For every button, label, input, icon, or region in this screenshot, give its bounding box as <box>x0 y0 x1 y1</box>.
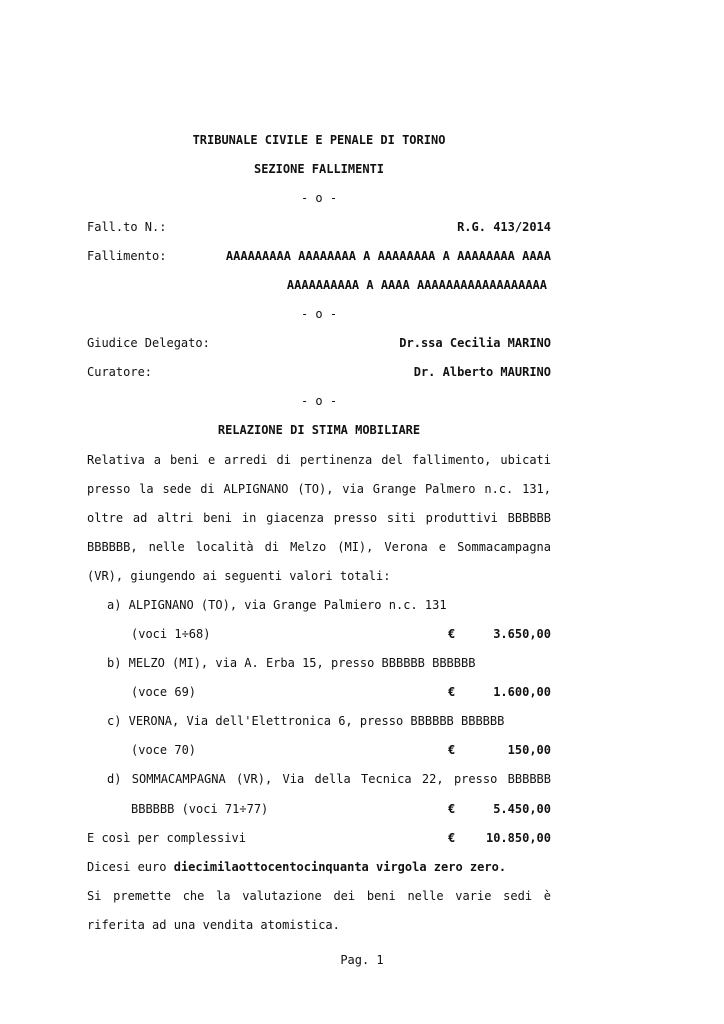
bankruptcy-row <box>87 247 551 265</box>
euro-sign: € <box>448 627 456 641</box>
curator-value: Dr. Alberto MAURINO <box>413 365 551 379</box>
report-title: RELAZIONE DI STIMA MOBILIARE <box>217 423 421 437</box>
valuation-item-c <box>87 712 551 730</box>
judge-label: Giudice Delegato: <box>87 336 210 350</box>
item-amount: 3.650,00 <box>493 627 551 641</box>
item-sub: BBBBBB (voci 71÷77) <box>131 802 269 816</box>
total-amount: 10.850,00 <box>485 831 551 845</box>
valuation-item-d-amount <box>87 800 551 818</box>
section-heading: SEZIONE FALLIMENTI <box>253 162 385 176</box>
closing-line: Si premette che la valutazione dei beni nelle varie sedi è <box>87 889 551 903</box>
item-label: b) MELZO (MI), via A. Erba 15, presso BBBBBB BBBBBB <box>107 656 476 670</box>
euro-sign: € <box>448 802 456 816</box>
judge-row <box>87 334 551 352</box>
bankruptcy-row-2 <box>87 276 551 294</box>
item-sub: (voce 69) <box>131 685 197 699</box>
bankruptcy-name-line2: AAAAAAAAAA A AAAA AAAAAAAAAAAAAAAAAA <box>286 278 547 292</box>
euro-sign: € <box>448 743 456 757</box>
judge-value: Dr.ssa Cecilia MARINO <box>399 336 551 350</box>
case-number-value: R.G. 413/2014 <box>457 220 551 234</box>
closing-line: riferita ad una vendita atomistica. <box>87 918 340 932</box>
item-amount: 150,00 <box>507 743 551 757</box>
total-label: E così per complessivi <box>87 831 246 845</box>
words-value: diecimilaottocentocinquanta virgola zero zero. <box>173 860 507 874</box>
item-amount: 1.600,00 <box>493 685 551 699</box>
item-label: d) SOMMACAMPAGNA (VR), Via della Tecnica 22, presso BBBBBB <box>107 772 551 786</box>
case-number-row <box>87 218 551 236</box>
valuation-item-a <box>87 596 551 614</box>
amount-in-words <box>87 858 551 876</box>
case-number-label: Fall.to N.: <box>87 220 167 234</box>
intro-line: BBBBBB, nelle località di Melzo (MI), Verona e Sommacampagna <box>87 540 551 554</box>
total-row <box>87 829 551 847</box>
curator-label: Curatore: <box>87 365 153 379</box>
page-number: Pag. 1 <box>340 953 384 967</box>
intro-line: presso la sede di ALPIGNANO (TO), via Grange Palmero n.c. 131, <box>87 482 551 496</box>
words-prefix: Dicesi euro <box>87 860 167 874</box>
valuation-item-d <box>87 770 551 788</box>
valuation-item-b <box>87 654 551 672</box>
euro-sign: € <box>448 685 456 699</box>
item-label: a) ALPIGNANO (TO), via Grange Palmiero n.c. 131 <box>107 598 447 612</box>
intro-line: (VR), giungendo ai seguenti valori totali: <box>87 569 391 583</box>
item-label: c) VERONA, Via dell'Elettronica 6, presso BBBBBB BBBBBB <box>107 714 505 728</box>
separator: - o - <box>300 191 338 205</box>
item-amount: 5.450,00 <box>493 802 551 816</box>
valuation-item-b-amount <box>87 683 551 701</box>
curator-row <box>87 363 551 381</box>
court-heading: TRIBUNALE CIVILE E PENALE DI TORINO <box>192 133 446 147</box>
bankruptcy-label: Fallimento: <box>87 249 167 263</box>
item-sub: (voci 1÷68) <box>131 627 211 641</box>
valuation-item-c-amount <box>87 741 551 759</box>
euro-sign: € <box>448 831 456 845</box>
intro-line: oltre ad altri beni in giacenza presso siti produttivi BBBBBB <box>87 511 551 525</box>
item-sub: (voce 70) <box>131 743 197 757</box>
bankruptcy-name-line1: AAAAAAAAA AAAAAAAA A AAAAAAAA A AAAAAAAA AAAA <box>225 249 551 263</box>
separator: - o - <box>300 394 338 408</box>
separator: - o - <box>300 307 338 321</box>
valuation-item-a-amount <box>87 625 551 643</box>
intro-line: Relativa a beni e arredi di pertinenza del fallimento, ubicati <box>87 453 551 467</box>
